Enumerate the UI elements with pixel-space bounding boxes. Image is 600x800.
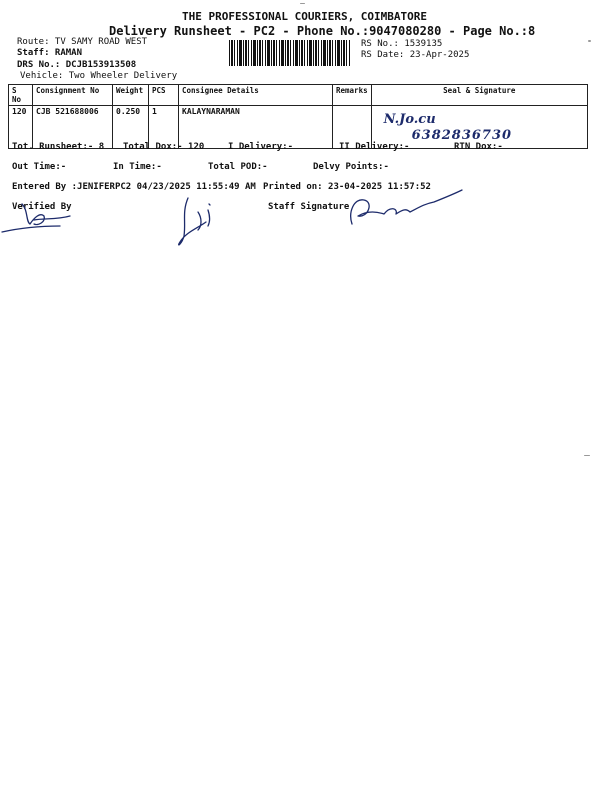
cell-weight: 0.250 [113, 106, 149, 149]
scan-speck [300, 3, 305, 4]
second-delivery: II Delivery:- [339, 142, 410, 152]
rtn-dox: RTN Dox:- [454, 142, 503, 152]
staff-signature-label: Staff Signature [268, 202, 350, 212]
header-weight: Weight [113, 85, 149, 106]
runsheet-table [8, 84, 588, 149]
delivery-points: Delvy Points:- [313, 162, 389, 172]
total-pod: Total POD:- [208, 162, 268, 172]
staff-initial-signature [168, 192, 228, 252]
company-name: THE PROFESSIONAL COURIERS, COIMBATORE [182, 10, 428, 23]
in-time: In Time:- [113, 162, 162, 172]
out-time: Out Time:- [12, 162, 67, 172]
drs-number: DRS No.: DCJB153913508 [17, 60, 137, 70]
total-dox: Total Dox:- 120 [123, 142, 205, 152]
verifier-signature [0, 196, 90, 236]
seal-handwritten-name: N.Jo.cu [383, 112, 436, 127]
runsheet-subtitle: Delivery Runsheet - PC2 - Phone No.:9047080280 - Page No.:8 [109, 24, 536, 38]
scan-speck [584, 455, 590, 456]
cell-consignee: KALAYNARAMAN [179, 106, 333, 149]
scan-speck [588, 40, 591, 42]
header-consignee: Consignee Details [179, 85, 333, 106]
entered-by: Entered By :JENIFERPC2 04/23/2025 11:55:49 AM [12, 182, 256, 192]
vehicle-text: Vehicle: Two Wheeler Delivery [20, 71, 178, 81]
table-header-row [9, 85, 588, 106]
seal-handwritten-phone: 6382836730 [411, 128, 513, 143]
header-remarks: Remarks [333, 85, 372, 106]
printed-on: Printed on: 23-04-2025 11:57:52 [263, 182, 431, 192]
cell-sno: 120 [9, 106, 33, 149]
cell-pcs: 1 [149, 106, 179, 149]
header-sno: S No [9, 85, 33, 106]
tot-runsheet: Tot. Runsheet:- 8 [12, 142, 105, 152]
barcode [229, 40, 351, 66]
staff-text: Staff: RAMAN [17, 48, 83, 58]
route-text: Route: TV SAMY ROAD WEST [17, 37, 148, 47]
rs-number: RS No.: 1539135 [361, 39, 443, 49]
header-pcs: PCS [149, 85, 179, 106]
first-delivery: I Delivery:- [228, 142, 294, 152]
header-seal-signature: Seal & Signature [371, 85, 587, 106]
cell-consignment: CJB 521688006 [33, 106, 113, 149]
rs-date: RS Date: 23-Apr-2025 [361, 50, 470, 60]
header-consignment: Consignment No [33, 85, 113, 106]
verified-by-label: Verified By [12, 202, 72, 212]
staff-signature [344, 184, 469, 234]
